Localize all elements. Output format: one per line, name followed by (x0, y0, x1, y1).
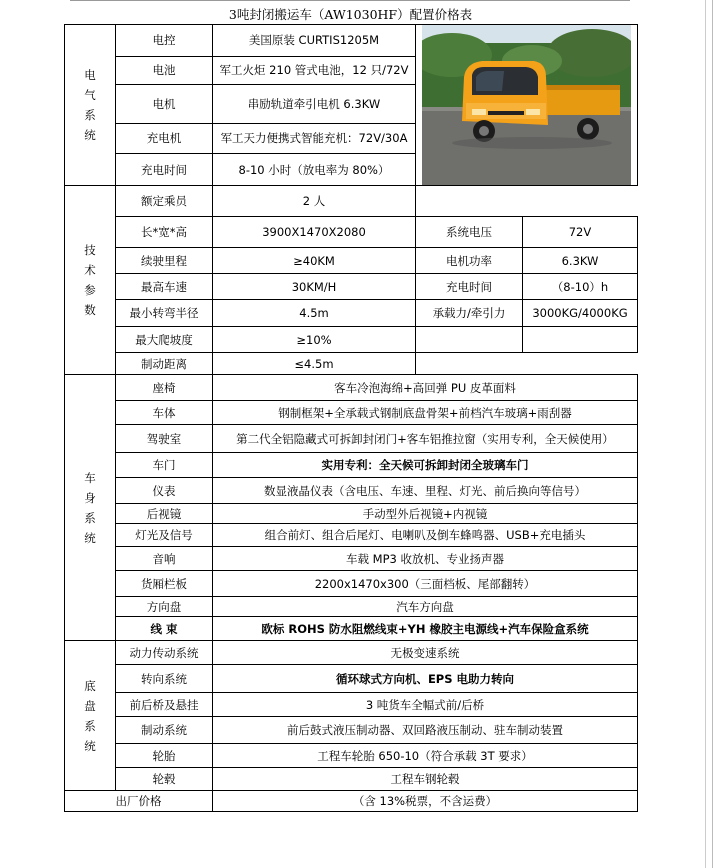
row-label: 动力传动系统 (116, 641, 213, 665)
row-value: 串励轨道牵引电机 6.3KW (213, 84, 416, 123)
section-body: 车 身 系 统 (65, 375, 116, 641)
row-label: 货厢栏板 (116, 571, 213, 597)
row-value: 4.5m (213, 300, 416, 327)
table-row (65, 453, 638, 478)
table-row (65, 327, 638, 353)
table-row (65, 717, 638, 744)
table-row (65, 217, 638, 248)
row-value: 工程车钢轮毂 (213, 768, 638, 791)
row-label: 转向系统 (116, 665, 213, 693)
table-row (65, 597, 638, 617)
table-row (65, 300, 638, 327)
empty-cell (416, 186, 638, 217)
row-value: 30KM/H (213, 274, 416, 300)
row-label: 充电机 (116, 123, 213, 154)
table-row (65, 524, 638, 547)
row-label-2: 充电时间 (416, 274, 523, 300)
document-title: 3吨封闭搬运车（AW1030HF）配置价格表 (228, 7, 473, 22)
row-value: ≥10% (213, 327, 416, 353)
row-label: 电池 (116, 56, 213, 84)
row-value: 实用专利：全天候可拆卸封闭全玻璃车门 (213, 453, 638, 478)
row-label-2: 电机功率 (416, 248, 523, 274)
row-label: 灯光及信号 (116, 524, 213, 547)
table-row (65, 248, 638, 274)
table-row (65, 504, 638, 524)
row-value: 数显液晶仪表（含电压、车速、里程、灯光、前后换向等信号） (213, 478, 638, 504)
table-row (65, 693, 638, 717)
row-label: 制动距离 (116, 353, 213, 375)
row-value: 工程车轮胎 650-10（符合承载 3T 要求） (213, 744, 638, 768)
empty-cell (416, 327, 523, 353)
row-value-2: 6.3KW (523, 248, 638, 274)
row-label: 线 束 (116, 617, 213, 641)
row-label-2: 系统电压 (416, 217, 523, 248)
row-label: 仪表 (116, 478, 213, 504)
table-row (65, 547, 638, 571)
table-row (65, 353, 638, 375)
empty-cell (523, 327, 638, 353)
row-value: 欧标 ROHS 防水阻燃线束+YH 橡胶主电源线+汽车保险盒系统 (213, 617, 638, 641)
row-value: 8-10 小时（放电率为 80%） (213, 154, 416, 186)
row-value-2: 3000KG/4000KG (523, 300, 638, 327)
row-label: 轮胎 (116, 744, 213, 768)
row-label: 后视镜 (116, 504, 213, 524)
row-label: 驾驶室 (116, 425, 213, 453)
row-value: 军工火炬 210 管式电池，12 只/72V (213, 56, 416, 84)
row-value-2: （8-10）h (523, 274, 638, 300)
row-value: 军工天力便携式智能充机：72V/30A (213, 123, 416, 154)
top-rule (70, 0, 630, 1)
table-row (65, 274, 638, 300)
row-value-2: 72V (523, 217, 638, 248)
row-label: 最小转弯半径 (116, 300, 213, 327)
row-label: 电机 (116, 84, 213, 123)
table-row (65, 571, 638, 597)
row-value: 组合前灯、组合后尾灯、电喇叭及倒车蜂鸣器、USB+充电插头 (213, 524, 638, 547)
table-row (65, 744, 638, 768)
table-row (65, 478, 638, 504)
row-value: 3 吨货车全幅式前/后桥 (213, 693, 638, 717)
price-label: 出厂价格 (65, 791, 213, 812)
row-label: 方向盘 (116, 597, 213, 617)
row-value: 循环球式方向机、EPS 电助力转向 (213, 665, 638, 693)
price-row (65, 791, 638, 812)
table-row (65, 768, 638, 791)
table-row (65, 641, 638, 665)
table-row (65, 375, 638, 401)
row-label-2: 承载力/牵引力 (416, 300, 523, 327)
row-label: 充电时间 (116, 154, 213, 186)
row-label: 长*宽*高 (116, 217, 213, 248)
row-label: 最高车速 (116, 274, 213, 300)
row-label: 音响 (116, 547, 213, 571)
row-label: 制动系统 (116, 717, 213, 744)
table-row (65, 425, 638, 453)
row-label: 车体 (116, 401, 213, 425)
row-value: 钢制框架+全承载式钢制底盘骨架+前档汽车玻璃+雨刮器 (213, 401, 638, 425)
table-row (65, 617, 638, 641)
row-label: 前后桥及悬挂 (116, 693, 213, 717)
table-row (65, 25, 638, 57)
row-label: 最大爬坡度 (116, 327, 213, 353)
section-technical: 技 术 参 数 (65, 186, 116, 375)
row-label: 车门 (116, 453, 213, 478)
row-value: 客车冷泡海绵+高回弹 PU 皮革面料 (213, 375, 638, 401)
row-value: 2200x1470x300（三面档板、尾部翻转） (213, 571, 638, 597)
row-label: 电控 (116, 25, 213, 57)
row-label: 续驶里程 (116, 248, 213, 274)
row-value: 无极变速系统 (213, 641, 638, 665)
empty-cell (416, 353, 638, 375)
section-electrical: 电 气 系 统 (65, 25, 116, 186)
row-value: 美国原装 CURTIS1205M (213, 25, 416, 57)
row-value: 第二代全铝隐藏式可拆卸封闭门+客车铝推拉窗（实用专利，全天候使用） (213, 425, 638, 453)
row-value: 前后鼓式液压制动器、双回路液压制动、驻车制动装置 (213, 717, 638, 744)
table-row (65, 186, 638, 217)
row-value: ≤4.5m (213, 353, 416, 375)
spec-table (64, 24, 638, 812)
table-row (65, 665, 638, 693)
page-border-right-outer (712, 0, 713, 868)
row-value: ≥40KM (213, 248, 416, 274)
row-value: 3900X1470X2080 (213, 217, 416, 248)
price-value: （含 13%税票，不含运费） (213, 791, 638, 812)
row-label: 轮毂 (116, 768, 213, 791)
row-value: 2 人 (213, 186, 416, 217)
table-row (65, 401, 638, 425)
row-value: 汽车方向盘 (213, 597, 638, 617)
row-value: 车载 MP3 收放机、专业扬声器 (213, 547, 638, 571)
vehicle-photo-cell (416, 25, 638, 186)
section-chassis: 底 盘 系 统 (65, 641, 116, 791)
vehicle-photo (422, 25, 631, 185)
page-border-right (705, 0, 706, 868)
row-value: 手动型外后视镜+内视镜 (213, 504, 638, 524)
row-label: 额定乘员 (116, 186, 213, 217)
row-label: 座椅 (116, 375, 213, 401)
